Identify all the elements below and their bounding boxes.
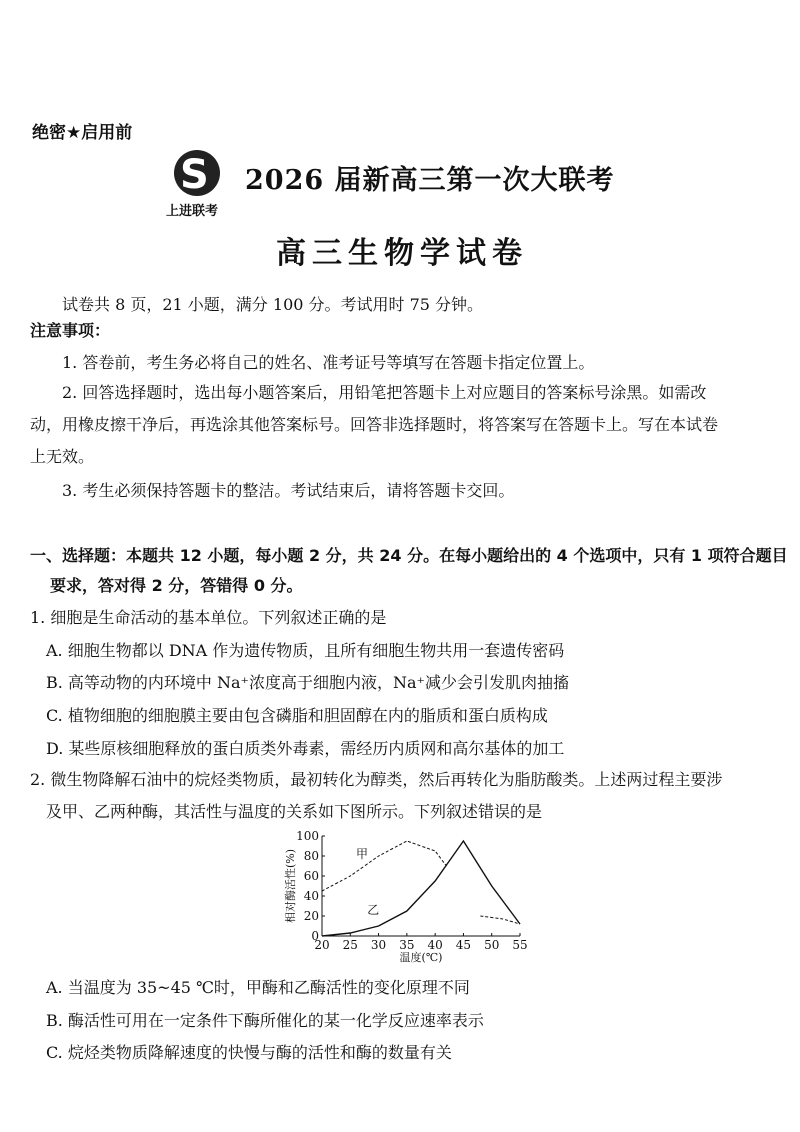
- question-1-option-d: D. 某些原核细胞释放的蛋白质类外毒素，需经历内质网和高尔基体的加工: [46, 739, 565, 758]
- logo-s-icon: S: [180, 152, 209, 198]
- note-3: 3. 考生必须保持答题卡的整洁。考试结束后，请将答题卡交回。: [62, 481, 515, 500]
- y-tick-label: 20: [303, 909, 319, 923]
- note-2-line-2: 动，用橡皮擦干净后，再选涂其他答案标号。回答非选择题时，将答案写在答题卡上。写在本试卷: [30, 415, 719, 434]
- x-axis-label: 温度(℃): [399, 951, 443, 963]
- y-axis-label: 相对酶活性(%): [284, 848, 297, 924]
- x-tick-label: 45: [455, 938, 472, 952]
- exam-info: 试卷共 8 页，21 小题，满分 100 分。考试用时 75 分钟。: [62, 295, 484, 314]
- x-tick-label: 25: [342, 938, 358, 952]
- x-tick-label: 20: [314, 938, 330, 952]
- series-line-jia: [322, 841, 446, 891]
- y-tick-label: 100: [296, 829, 319, 843]
- series-line-yi: [322, 841, 520, 936]
- x-tick-label: 55: [512, 938, 528, 952]
- y-tick-label: 0: [311, 929, 319, 943]
- note-1: 1. 答卷前，考生务必将自己的姓名、准考证号等填写在答题卡指定位置上。: [62, 353, 595, 372]
- question-2-option-c: C. 烷烃类物质降解速度的快慢与酶的活性和酶的数量有关: [46, 1043, 452, 1062]
- series-line-jia: [480, 916, 520, 924]
- question-2-option-b: B. 酶活性可用在一定条件下酶所催化的某一化学反应速率表示: [46, 1011, 484, 1030]
- question-2-stem-line-2: 及甲、乙两种酶，其活性与温度的关系如下图所示。下列叙述错误的是: [46, 802, 543, 821]
- exam-title: 2026 届新高三第一次大联考: [245, 165, 615, 196]
- x-tick-label: 40: [427, 938, 443, 952]
- exam-logo: [166, 150, 232, 222]
- logo-text: 上进联考: [166, 204, 219, 219]
- x-tick-label: 30: [370, 938, 387, 952]
- note-2-line-3: 上无效。: [30, 447, 95, 466]
- y-tick-label: 80: [303, 849, 319, 863]
- question-2-stem-line-1: 2. 微生物降解石油中的烷烃类物质，最初转化为醇类，然后再转化为脂肪酸类。上述两过程主要涉: [30, 770, 723, 789]
- x-tick-label: 50: [484, 938, 500, 952]
- enzyme-activity-chart: [282, 828, 532, 963]
- series-label-jia: 甲: [355, 847, 368, 861]
- x-tick-label: 35: [399, 938, 415, 952]
- question-1-option-b: B. 高等动物的内环境中 Na⁺浓度高于细胞内液，Na⁺减少会引发肌肉抽搐: [46, 673, 569, 692]
- section-heading-line-2: 要求，答对得 2 分，答错得 0 分。: [50, 576, 303, 595]
- section-heading-line-1: 一、选择题：本题共 12 小题，每小题 2 分，共 24 分。在每小题给出的 4 个选项中，只有 1 项符合题目: [30, 546, 788, 565]
- question-1-option-c: C. 植物细胞的细胞膜主要由包含磷脂和胆固醇在内的脂质和蛋白质构成: [46, 706, 548, 725]
- question-2-option-a: A. 当温度为 35~45 ℃时，甲酶和乙酶活性的变化原理不同: [46, 978, 470, 997]
- note-2-line-1: 2. 回答选择题时，选出每小题答案后，用铅笔把答题卡上对应题目的答案标号涂黑。如需改: [62, 383, 707, 402]
- y-tick-label: 60: [303, 869, 319, 883]
- series-label-yi: 乙: [367, 903, 380, 917]
- y-tick-label: 40: [303, 889, 319, 903]
- subject-title: 高三生物学试卷: [276, 236, 528, 271]
- notes-title: 注意事项：: [30, 321, 111, 340]
- confidential-label: 绝密★启用前: [32, 123, 133, 143]
- question-1-stem: 1. 细胞是生命活动的基本单位。下列叙述正确的是: [30, 608, 387, 627]
- question-1-option-a: A. 细胞生物都以 DNA 作为遗传物质，且所有细胞生物共用一套遗传密码: [46, 641, 565, 660]
